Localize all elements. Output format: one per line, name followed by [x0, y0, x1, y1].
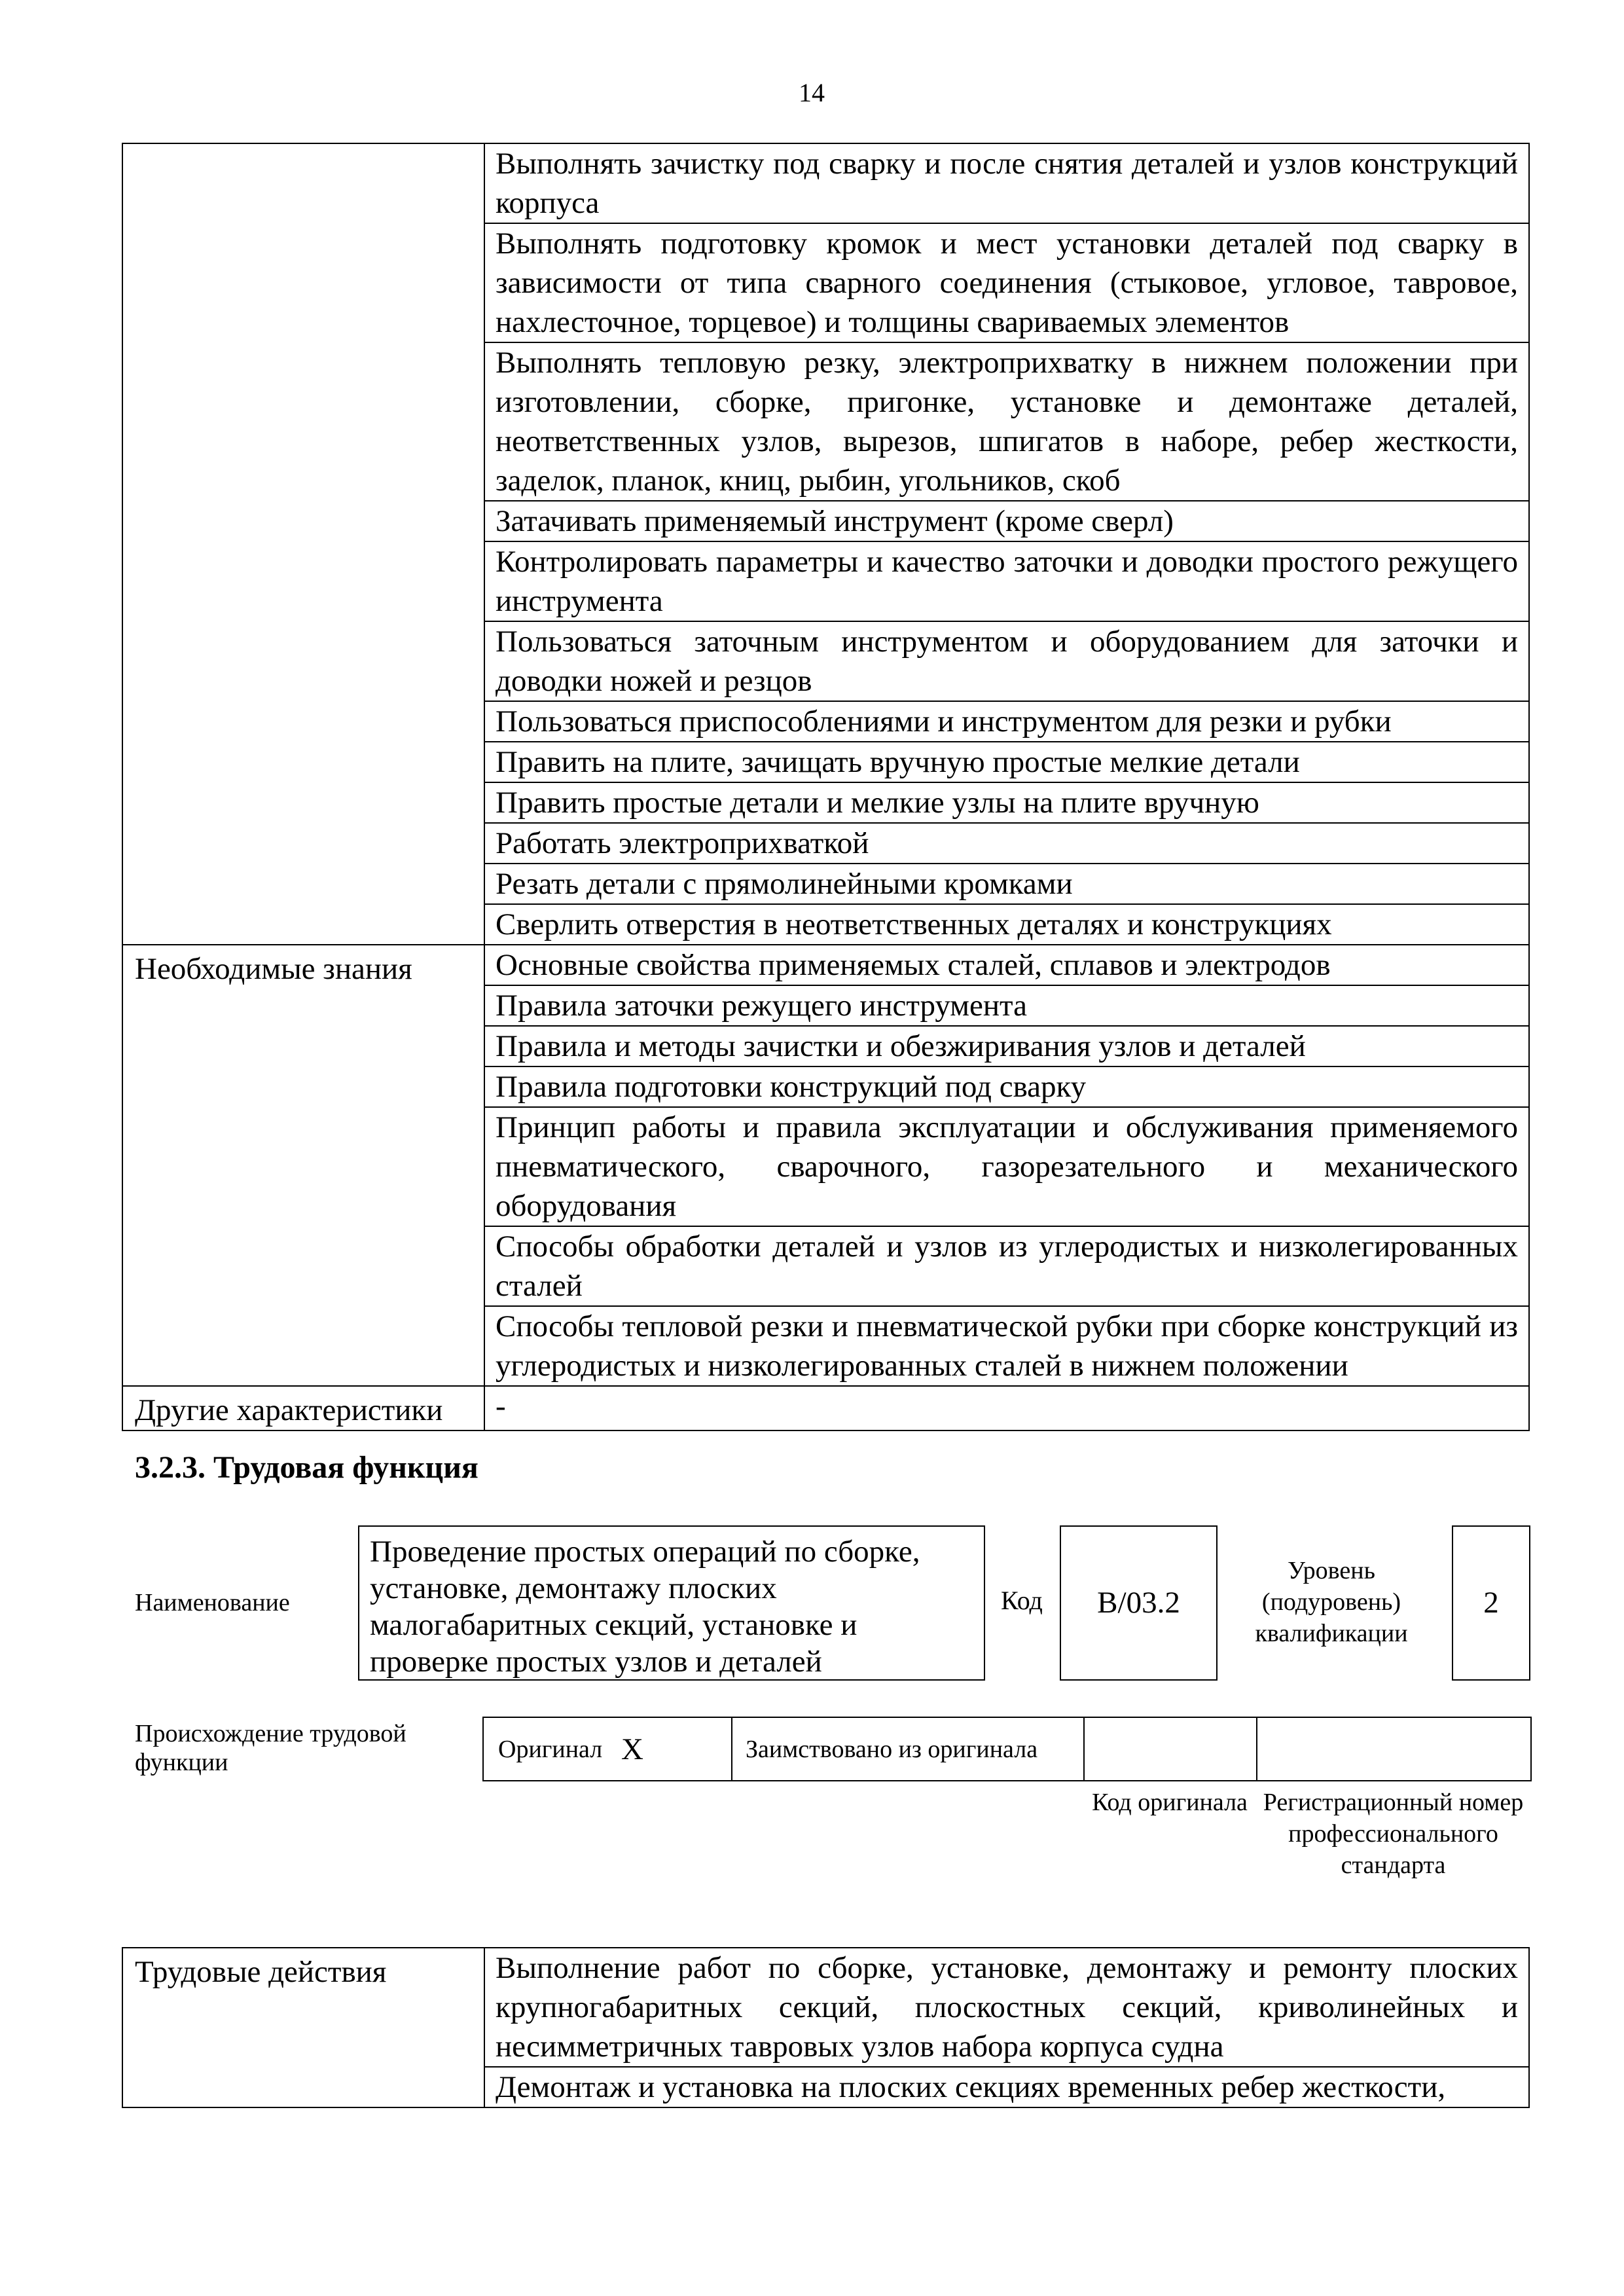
origin-label: Происхождение трудовой функции — [135, 1720, 406, 1776]
original-code-caption: Код оригинала — [1092, 1789, 1248, 1816]
skill-item: Сверлить отверстия в неответственных деталях и конструкциях — [484, 904, 1529, 945]
skill-item: Выполнять зачистку под сварку и после снятия деталей и узлов конструкций корпуса — [484, 143, 1529, 223]
knowledge-item: Способы тепловой резки и пневматической рубки при сборке конструкций из углеродистых и низколегированных сталей в нижнем положении — [484, 1306, 1529, 1386]
skill-item: Пользоваться заточным инструментом и оборудованием для заточки и доводки ножей и резцов — [484, 621, 1529, 701]
name-label: Наименование — [135, 1589, 290, 1616]
actions-label: Трудовые действия — [122, 1948, 484, 2107]
code-label: Код — [1001, 1586, 1043, 1615]
skill-item: Работать электроприхваткой — [484, 823, 1529, 864]
page-number: 14 — [799, 78, 825, 107]
original-label: Оригинал — [483, 1717, 608, 1781]
skill-item: Править на плите, зачищать вручную простые мелкие детали — [484, 742, 1529, 782]
knowledge-item: Способы обработки деталей и узлов из углеродистых и низколегированных сталей — [484, 1226, 1529, 1306]
skill-item: Выполнять подготовку кромок и мест установки деталей под сварку в зависимости от типа сварного соединения (стыковое, угловое, тавровое, нахлесточное, торцевое) и толщины свариваемых элементов — [484, 223, 1529, 342]
table-row — [122, 1386, 1529, 1430]
knowledge-item: Основные свойства применяемых сталей, сплавов и электродов — [484, 945, 1529, 985]
borrowed-label: Заимствовано из оригинала — [732, 1717, 1084, 1781]
original-mark: X — [608, 1717, 732, 1781]
actions-table — [122, 1947, 1530, 2108]
table-row — [122, 1948, 1529, 2067]
section-heading: 3.2.3. Трудовая функция — [135, 1450, 478, 1485]
knowledge-item: Правила заточки режущего инструмента — [484, 985, 1529, 1026]
code-value: B/03.2 — [1060, 1525, 1218, 1681]
table-row — [122, 945, 1529, 985]
table-row — [122, 143, 1529, 223]
original-code-cell — [1084, 1717, 1257, 1781]
name-value: Проведение простых операций по сборке, установке, демонтажу плоских малогабаритных секций, установке и проверке простых узлов и деталей — [358, 1525, 985, 1681]
skill-item: Выполнять тепловую резку, электроприхватку в нижнем положении при изготовлении, сборке, пригонке, установке и демонтаже деталей, неответственных узлов, вырезов, шпигатов в наборе, ребер жесткости, заделок, планок, книц, рыбин, угольников, скоб — [484, 342, 1529, 501]
knowledge-item: Правила и методы зачистки и обезжиривания узлов и деталей — [484, 1026, 1529, 1066]
reg-number-cell — [1257, 1717, 1531, 1781]
level-value: 2 — [1452, 1525, 1530, 1681]
skill-item: Пользоваться приспособлениями и инструментом для резки и рубки — [484, 701, 1529, 742]
skills-label-cell — [122, 143, 484, 945]
skill-item: Контролировать параметры и качество заточки и доводки простого режущего инструмента — [484, 541, 1529, 621]
skill-item: Затачивать применяемый инструмент (кроме сверл) — [484, 501, 1529, 541]
reg-number-caption: Регистрационный номер профессионального стандарта — [1263, 1789, 1524, 1879]
action-item: Демонтаж и установка на плоских секциях временных ребер жесткости, — [484, 2067, 1529, 2107]
knowledge-label: Необходимые знания — [122, 945, 484, 1386]
requirements-table — [122, 143, 1530, 1431]
skill-item: Править простые детали и мелкие узлы на плите вручную — [484, 782, 1529, 823]
origin-table — [482, 1717, 1532, 1781]
action-item: Выполнение работ по сборке, установке, демонтажу и ремонту плоских крупногабаритных секций, плоскостных секций, криволинейных и несимметричных тавровых узлов набора корпуса судна — [484, 1948, 1529, 2067]
skill-item: Резать детали с прямолинейными кромками — [484, 864, 1529, 904]
level-label: Уровень (подуровень) квалификации — [1255, 1557, 1408, 1647]
knowledge-item: Правила подготовки конструкций под сварку — [484, 1066, 1529, 1107]
other-label: Другие характеристики — [122, 1386, 484, 1430]
other-value: - — [484, 1386, 1529, 1430]
knowledge-item: Принцип работы и правила эксплуатации и обслуживания применяемого пневматического, сварочного, газорезательного и механического оборудования — [484, 1107, 1529, 1226]
